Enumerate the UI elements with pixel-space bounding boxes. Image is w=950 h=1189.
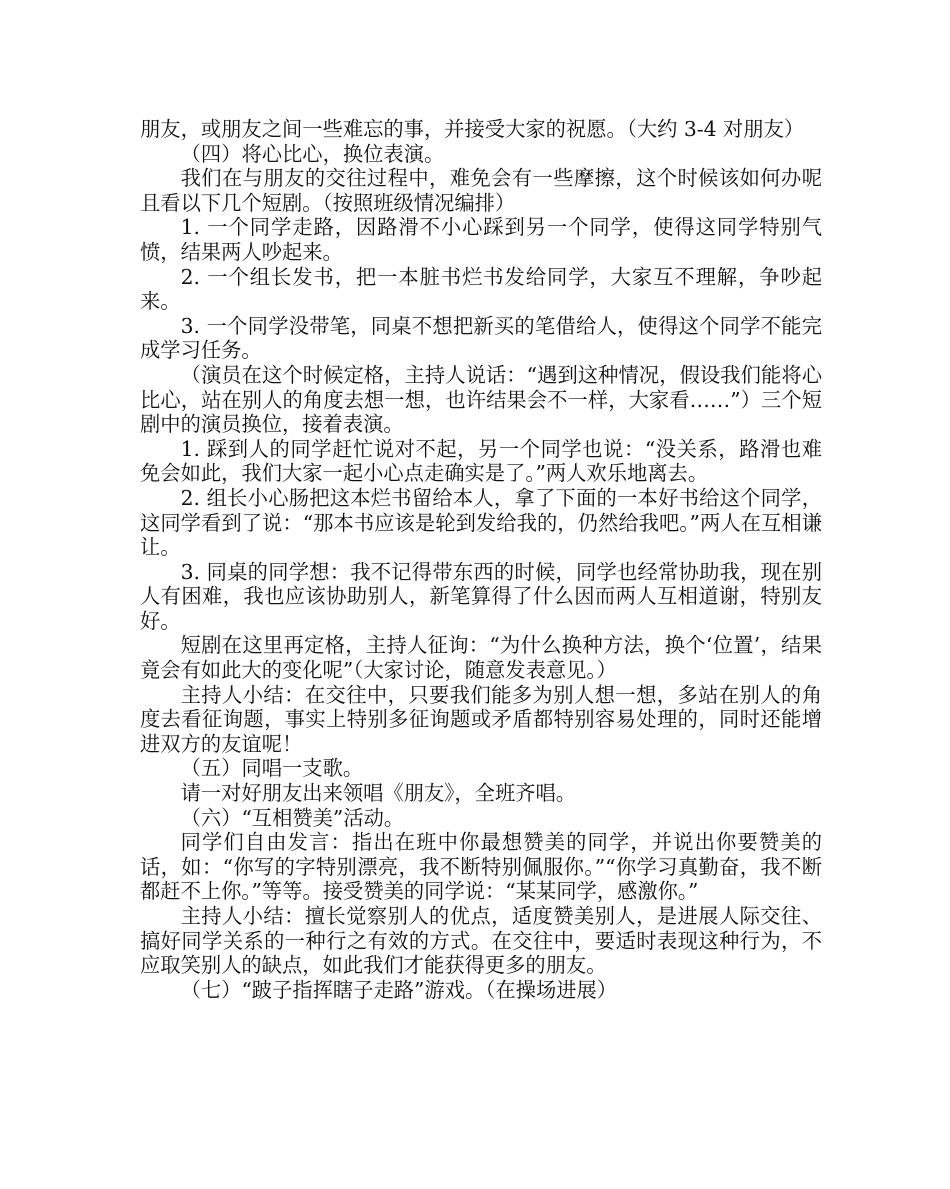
section-heading-6: （六）“互相赞美”活动。	[180, 805, 405, 830]
section-heading-7: （七）“跛子指挥瞎子走路”游戏。（在操场进展）	[180, 977, 618, 1002]
skit-2-swapped: 2. 组长小心肠把这本烂书留给本人，拿了下面的一本好书给这个同学，这同学看到了说：“那本书应该是轮到发给我的，仍然给我吧。”两人在互相谦让。	[140, 485, 822, 560]
paragraph-host-summary-2: 主持人小结：擅长觉察别人的优点，适度赞美别人，是进展人际交往、搞好同学关系的一种行之有效的方式。在交往中，要适时表现这种行为，不应取笑别人的缺点，如此我们才能获得更多的朋友。	[140, 904, 822, 978]
skit-1: 1. 一个同学走路，因路滑不小心踩到另一个同学，使得这同学特别气愤，结果两人吵起来。	[140, 215, 822, 264]
paragraph-host-freeze: （演员在这个时候定格，主持人说话：“遇到这种情况，假设我们能将心比心，站在别人的角度去想一想，也许结果会不一样，大家看……”）三个短剧中的演员换位，接着表演。	[140, 362, 822, 437]
paragraph-intro-skits: 我们在与朋友的交往过程中，难免会有一些摩擦，这个时候该如何办呢且看以下几个短剧。（按照班级情况编排）	[140, 166, 822, 215]
paragraph-friends-wishes: 朋友，或朋友之间一些难忘的事，并接受大家的祝愿。（大约 3-4 对朋友）	[140, 117, 805, 141]
skit-1-swapped: 1. 踩到人的同学赶忙说对不起，另一个同学也说：“没关系，路滑也难免会如此，我们大家一起小心点走确实是了。”两人欢乐地离去。	[140, 436, 822, 486]
paragraph-praise-activity: 同学们自由发言：指出在班中你最想赞美的同学，并说出你要赞美的话，如：“你写的字特别漂亮，我不断特别佩服你。”“你学习真勤奋，我不断都赶不上你。”等等。接受赞美的同学说：“某某同学，感激你。”	[140, 830, 822, 904]
paragraph-host-question: 短剧在这里再定格，主持人征询：“为什么换种方法，换个‘位置’，结果竟会有如此大的变化呢”（大家讨论，随意发表意见。）	[140, 633, 822, 683]
paragraph-sing-song: 请一对好朋友出来领唱《朋友》，全班齐唱。	[180, 781, 577, 806]
skit-2: 2. 一个组长发书，把一本脏书烂书发给同学，大家互不理解，争吵起来。	[140, 264, 822, 314]
section-heading-5: （五）同唱一支歌。	[180, 756, 364, 781]
paragraph-host-summary-1: 主持人小结：在交往中，只要我们能多为别人想一想，多站在别人的角度去看征询题，事实上特别多征询题或矛盾都特别容易处理的，同时还能增进双方的友谊呢！	[140, 682, 822, 756]
skit-3: 3. 一个同学没带笔，同桌不想把新买的笔借给人，使得这个同学不能完成学习任务。	[140, 313, 822, 363]
document-body	[140, 117, 822, 1002]
section-heading-4: （四）将心比心，换位表演。	[180, 141, 445, 166]
skit-3-swapped: 3. 同桌的同学想：我不记得带东西的时候，同学也经常协助我，现在别人有困难，我也应该协助别人，新笔算得了什么因而两人互相道谢，特别友好。	[140, 559, 822, 633]
